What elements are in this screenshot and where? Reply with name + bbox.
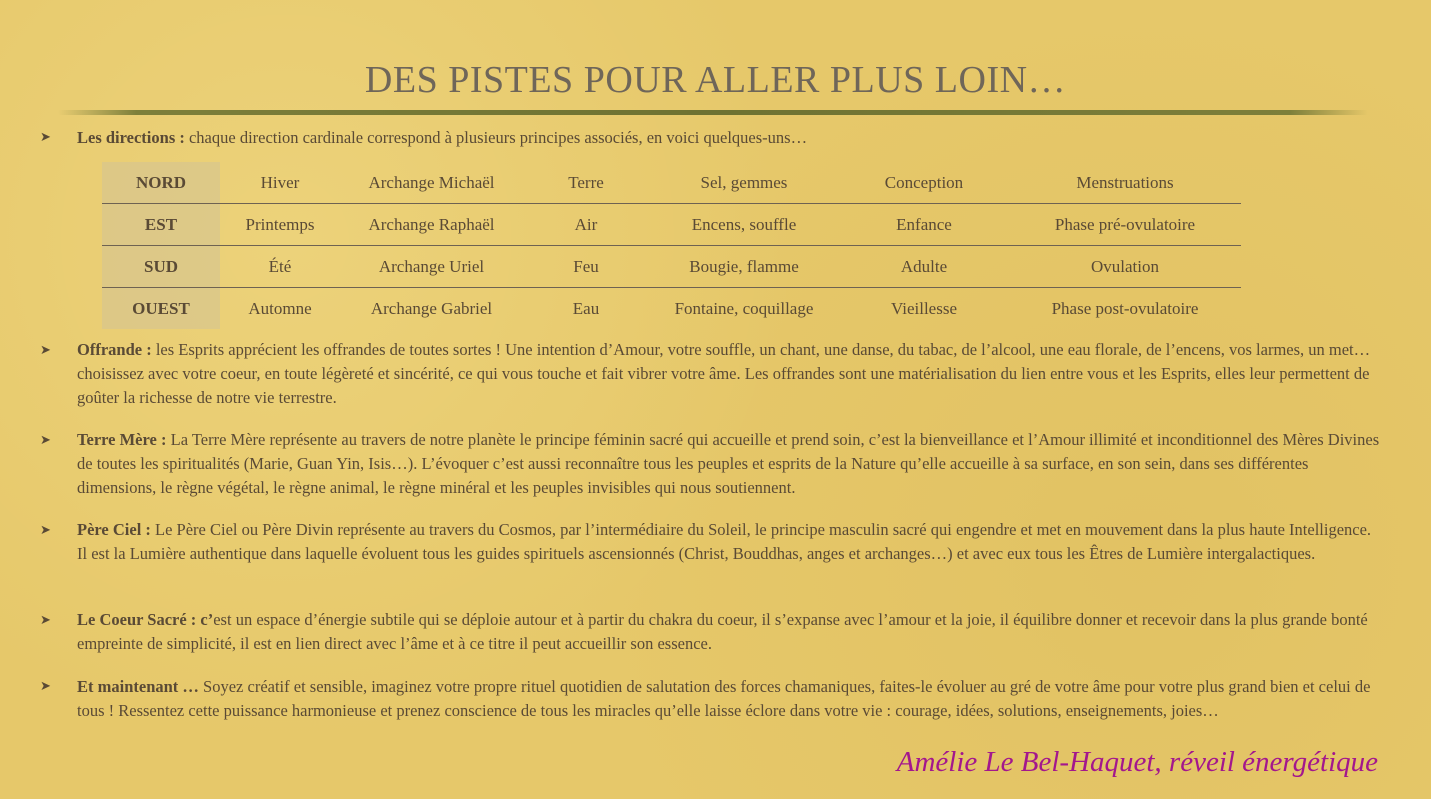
table-cell: Menstruations [1076, 172, 1174, 192]
et-maintenant-paragraph [77, 675, 1382, 723]
page-title: DES PISTES POUR ALLER PLUS LOIN… [364, 59, 1067, 101]
bullet-arrow-icon: ➤ [40, 678, 51, 693]
table-cell: Terre [568, 172, 604, 192]
table-cell: Archange Raphaël [340, 204, 523, 246]
direction-cell: OUEST [102, 288, 220, 330]
table-cell: Automne [220, 288, 340, 330]
table-cell: Bougie, flamme [649, 246, 839, 288]
terre-mere-paragraph [77, 428, 1382, 500]
direction-cell: SUD [102, 246, 220, 288]
table-row [102, 204, 1241, 246]
section-text: Le Père Ciel ou Père Divin représente au travers du Cosmos, par l’intermédiaire du Soleil, le principe masculin sacré qui engendre et met en mouvement dans la plus haute Intelligence. Il est la Lumière authentique dans laquelle évoluent tous les guides spirituels ascensionnés (Christ, Bouddhas, anges et archanges…) et avec eux tous les Êtres de Lumière intergalactiques. [77, 520, 1372, 563]
bullet-arrow-icon: ➤ [40, 522, 51, 537]
table-row [102, 246, 1241, 288]
title-underline [58, 110, 1368, 115]
table-cell: Archange Uriel [340, 246, 523, 288]
table-cell: Printemps [220, 204, 340, 246]
bullet-arrow-icon: ➤ [40, 342, 51, 357]
bullet-arrow-icon: ➤ [40, 432, 51, 447]
table-cell: Adulte [839, 246, 1009, 288]
table-cell: Fontaine, coquillage [649, 288, 839, 330]
author-signature: Amélie Le Bel-Haquet, réveil énergétique [896, 746, 1378, 778]
table-cell: Conception [884, 172, 964, 192]
table-cell: Enfance [839, 204, 1009, 246]
section-label: Offrande : [77, 340, 152, 359]
table-cell: Été [220, 246, 340, 288]
directions-paragraph [77, 126, 1382, 150]
section-text: La Terre Mère représente au travers de notre planète le principe féminin sacré qui accueille et prend soin, c’est la bienveillance et l’Amour illimité et inconditionnel des Mères Divines de toutes les spiritualités (Marie, Guan Yin, Isis…). L’évoquer c’est aussi reconnaître tous les peuples et esprits de la Nature qu’elle accueille à sa surface, en son sein, dans ses différentes dimensions, le règne végétal, le règne animal, le règne minéral et les peuples invisibles qui nous soutiennent. [77, 430, 1380, 497]
bullet-arrow-icon: ➤ [40, 129, 51, 144]
table-cell: Feu [523, 246, 649, 288]
directions-label: Les directions : [77, 128, 185, 147]
table-cell: Archange Gabriel [340, 288, 523, 330]
table-cell: Phase pré-ovulatoire [1009, 204, 1241, 246]
table-cell: Sel, gemmes [700, 172, 788, 192]
directions-table [102, 162, 1241, 329]
section-label: Terre Mère : [77, 430, 167, 449]
table-cell: Encens, souffle [649, 204, 839, 246]
table-cell: Air [523, 204, 649, 246]
table-row [102, 162, 1241, 204]
direction-cell: NORD [102, 162, 220, 204]
section-label: Père Ciel : [77, 520, 151, 539]
directions-text: chaque direction cardinale correspond à plusieurs principes associés, en voici quelques-uns… [184, 128, 808, 147]
section-label: Et maintenant … [77, 677, 199, 696]
bullet-arrow-icon: ➤ [40, 612, 51, 627]
direction-cell: EST [102, 204, 220, 246]
table-cell: Hiver [260, 172, 300, 192]
table-cell: Phase post-ovulatoire [1009, 288, 1241, 330]
table-cell: Vieillesse [839, 288, 1009, 330]
section-label: Le Coeur Sacré : c’ [77, 610, 214, 629]
table-cell: Archange Michaël [368, 172, 495, 192]
table-cell: Eau [523, 288, 649, 330]
section-text: est un espace d’énergie subtile qui se déploie autour et à partir du chakra du coeur, il s’expanse avec l’amour et la joie, il équilibre donner et recevoir dans la plus grande bonté empreinte de simplicité, il est en lien direct avec l’âme et à ce titre il peut accueillir son essence. [77, 610, 1368, 653]
table-row [102, 288, 1241, 330]
section-text: Soyez créatif et sensible, imaginez votre propre rituel quotidien de salutation des forces chamaniques, faites-le évoluer au gré de votre âme pour votre plus grand bien et celui de tous ! Ressentez cette puissance harmonieuse et prenez conscience de tous les miracles qu’elle laisse éclore dans votre vie : courage, idées, solutions, enseignements, joies… [77, 677, 1371, 720]
coeur-sacre-paragraph [77, 608, 1382, 656]
pere-ciel-paragraph [77, 518, 1382, 566]
offrande-paragraph [77, 338, 1382, 410]
table-cell: Ovulation [1009, 246, 1241, 288]
section-text: les Esprits apprécient les offrandes de toutes sortes ! Une intention d’Amour, votre souffle, un chant, une danse, du tabac, de l’alcool, une eau florale, de l’encens, vos larmes, un met… choisissez avec votre coeur, en toute légèreté et sincérité, ce qui vous touche et fait vibrer votre âme. Les offrandes sont une matérialisation du lien entre vous et les Esprits, elles leur permettent de goûter la richesse de notre vie terrestre. [77, 340, 1371, 407]
